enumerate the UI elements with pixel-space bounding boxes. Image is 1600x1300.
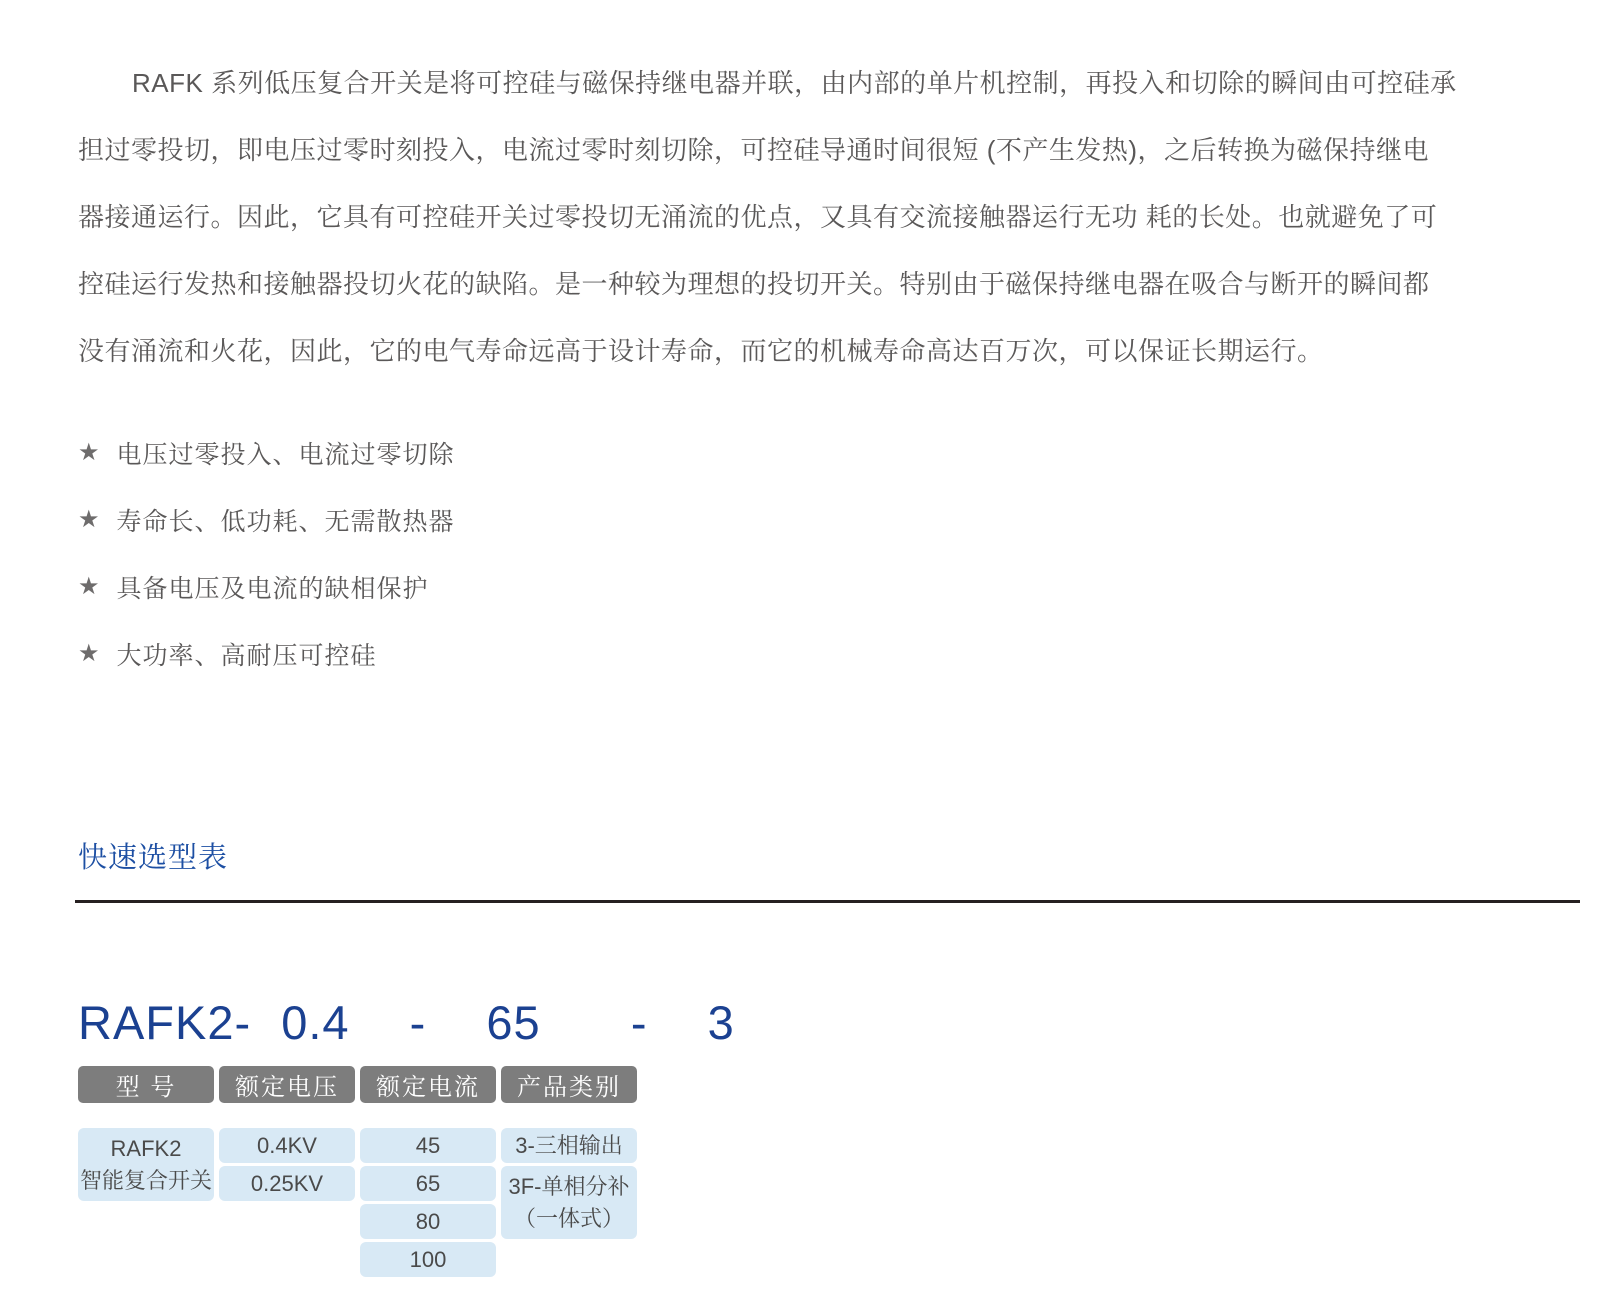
table-cell-voltage: 0.4KV (219, 1128, 355, 1163)
feature-text: 大功率、高耐压可控硅 (116, 641, 377, 670)
selection-table-header-row (78, 1066, 1600, 1103)
star-icon: ★ (78, 438, 101, 466)
table-cell-category: 3-三相输出 (501, 1128, 637, 1163)
list-item (78, 419, 1600, 486)
header-cell-product-category: 产品类别 (501, 1066, 637, 1103)
table-cell-current: 80 (360, 1204, 496, 1239)
list-item (78, 486, 1600, 553)
feature-text: 电压过零投入、电流过零切除 (116, 440, 455, 469)
feature-text: 寿命长、低功耗、无需散热器 (116, 507, 455, 536)
star-icon: ★ (78, 505, 101, 533)
intro-line: 器接通运行。因此，它具有可控硅开关过零投切无涌流的优点，又具有交流接触器运行无功 耗的长处。也就避免了可 (78, 202, 1438, 232)
section-divider (75, 900, 1580, 903)
star-icon: ★ (78, 572, 101, 600)
selection-table (78, 1066, 1600, 1277)
model-code-breakdown: RAFK2- 0.4 - 65 - 3 (78, 996, 735, 1049)
model-description: 智能复合开关 (79, 1167, 212, 1193)
table-cell-current: 65 (360, 1166, 496, 1201)
table-cell-model (78, 1128, 214, 1201)
intro-line: 控硅运行发热和接触器投切火花的缺陷。是一种较为理想的投切开关。特别由于磁保持继电器在吸合与断开的瞬间都 (78, 269, 1430, 299)
intro-paragraph (78, 50, 1466, 385)
model-name: RAFK2 (110, 1135, 182, 1161)
table-cell-voltage: 0.25KV (219, 1166, 355, 1201)
selection-table-body (78, 1128, 1600, 1277)
header-cell-rated-voltage: 额定电压 (219, 1066, 355, 1103)
intro-line: RAFK 系列低压复合开关是将可控硅与磁保持继电器并联，由内部的单片机控制，再投入和切除的瞬间由可控硅承 (132, 68, 1457, 98)
feature-text: 具备电压及电流的缺相保护 (116, 574, 429, 603)
section-title-quick-selection: 快速选型表 (78, 842, 229, 874)
feature-list (78, 419, 1600, 687)
list-item (78, 553, 1600, 620)
intro-line: 没有涌流和火花，因此，它的电气寿命远高于设计寿命，而它的机械寿命高达百万次，可以保证长期运行。 (78, 336, 1324, 366)
star-icon: ★ (78, 639, 101, 667)
list-item (78, 620, 1600, 687)
intro-line: 担过零投切，即电压过零时刻投入，电流过零时刻切除，可控硅导通时间很短 (不产生发热)，之后转换为磁保持继电 (78, 135, 1430, 165)
table-cell-current: 45 (360, 1128, 496, 1163)
table-cell-current: 100 (360, 1242, 496, 1277)
table-cell-category (501, 1166, 637, 1239)
header-cell-rated-current: 额定电流 (360, 1066, 496, 1103)
category-line: 3F-单相分补 (508, 1173, 630, 1199)
header-cell-model: 型 号 (78, 1066, 214, 1103)
category-line: （一体式） (513, 1205, 624, 1231)
